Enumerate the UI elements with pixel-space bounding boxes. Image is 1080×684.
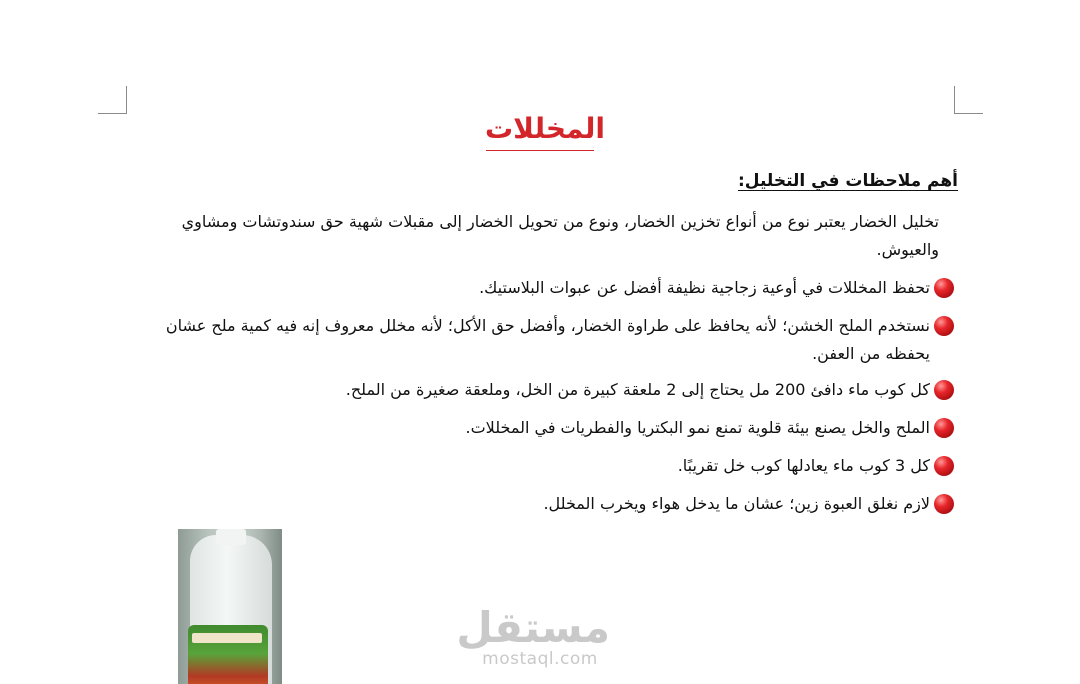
document-title: المخللات	[485, 112, 605, 145]
jug-label-band	[192, 633, 262, 643]
bullet-text: لازم نغلق العبوة زين؛ عشان ما يدخل هواء ويخرب المخلل.	[543, 494, 930, 513]
bullet-item	[466, 414, 955, 442]
bullet-text: كل 3 كوب ماء يعادلها كوب خل تقريبًا.	[677, 456, 930, 475]
intro-text: تخليل الخضار يعتبر نوع من أنواع تخزين الخضار، ونوع من تحويل الخضار إلى مقبلات شهية حق سندوتشات ومشاوي والعيوش.	[181, 212, 939, 259]
crop-mark-top-left-vertical	[126, 86, 127, 114]
bullet-text: نستخدم الملح الخشن؛ لأنه يحافظ على طراوة الخضار، وأفضل حق الأكل؛ لأنه مخلل معروف إنه فيه كمية ملح عشان يحفظه من العفن.	[165, 316, 930, 363]
bullet-item	[146, 312, 954, 368]
red-bullet-icon	[934, 278, 954, 298]
bullet-text: كل كوب ماء دافئ 200 مل يحتاج إلى 2 ملعقة كبيرة من الخل، وملعقة صغيرة من الملح.	[345, 380, 930, 399]
bullet-text: الملح والخل يصنع بيئة قلوية تمنع نمو البكتريا والفطريات في المخللات.	[465, 418, 930, 437]
crop-mark-top-right-vertical	[954, 86, 955, 114]
crop-mark-top-right-horizontal	[954, 113, 983, 114]
red-bullet-icon	[934, 316, 954, 336]
mostaql-watermark	[456, 603, 610, 669]
red-bullet-icon	[934, 380, 954, 400]
intro-paragraph	[142, 208, 957, 264]
vinegar-jug-photo	[178, 529, 282, 684]
title-underline	[486, 150, 594, 151]
jug-cap	[216, 529, 246, 545]
bullet-item	[678, 452, 954, 480]
bullet-item	[543, 490, 954, 518]
bullet-item	[346, 376, 954, 404]
crop-mark-top-left-horizontal	[98, 113, 127, 114]
watermark-latin: mostaql.com	[482, 649, 598, 669]
bullet-item	[479, 274, 954, 302]
red-bullet-icon	[934, 494, 954, 514]
bullet-text: تحفظ المخللات في أوعية زجاجية نظيفة أفضل عن عبوات البلاستيك.	[479, 278, 930, 297]
section-heading: أهم ملاحظات في التخليل:	[738, 171, 958, 191]
watermark-arabic: مستقل	[456, 603, 610, 652]
red-bullet-icon	[934, 456, 954, 476]
red-bullet-icon	[934, 418, 954, 438]
